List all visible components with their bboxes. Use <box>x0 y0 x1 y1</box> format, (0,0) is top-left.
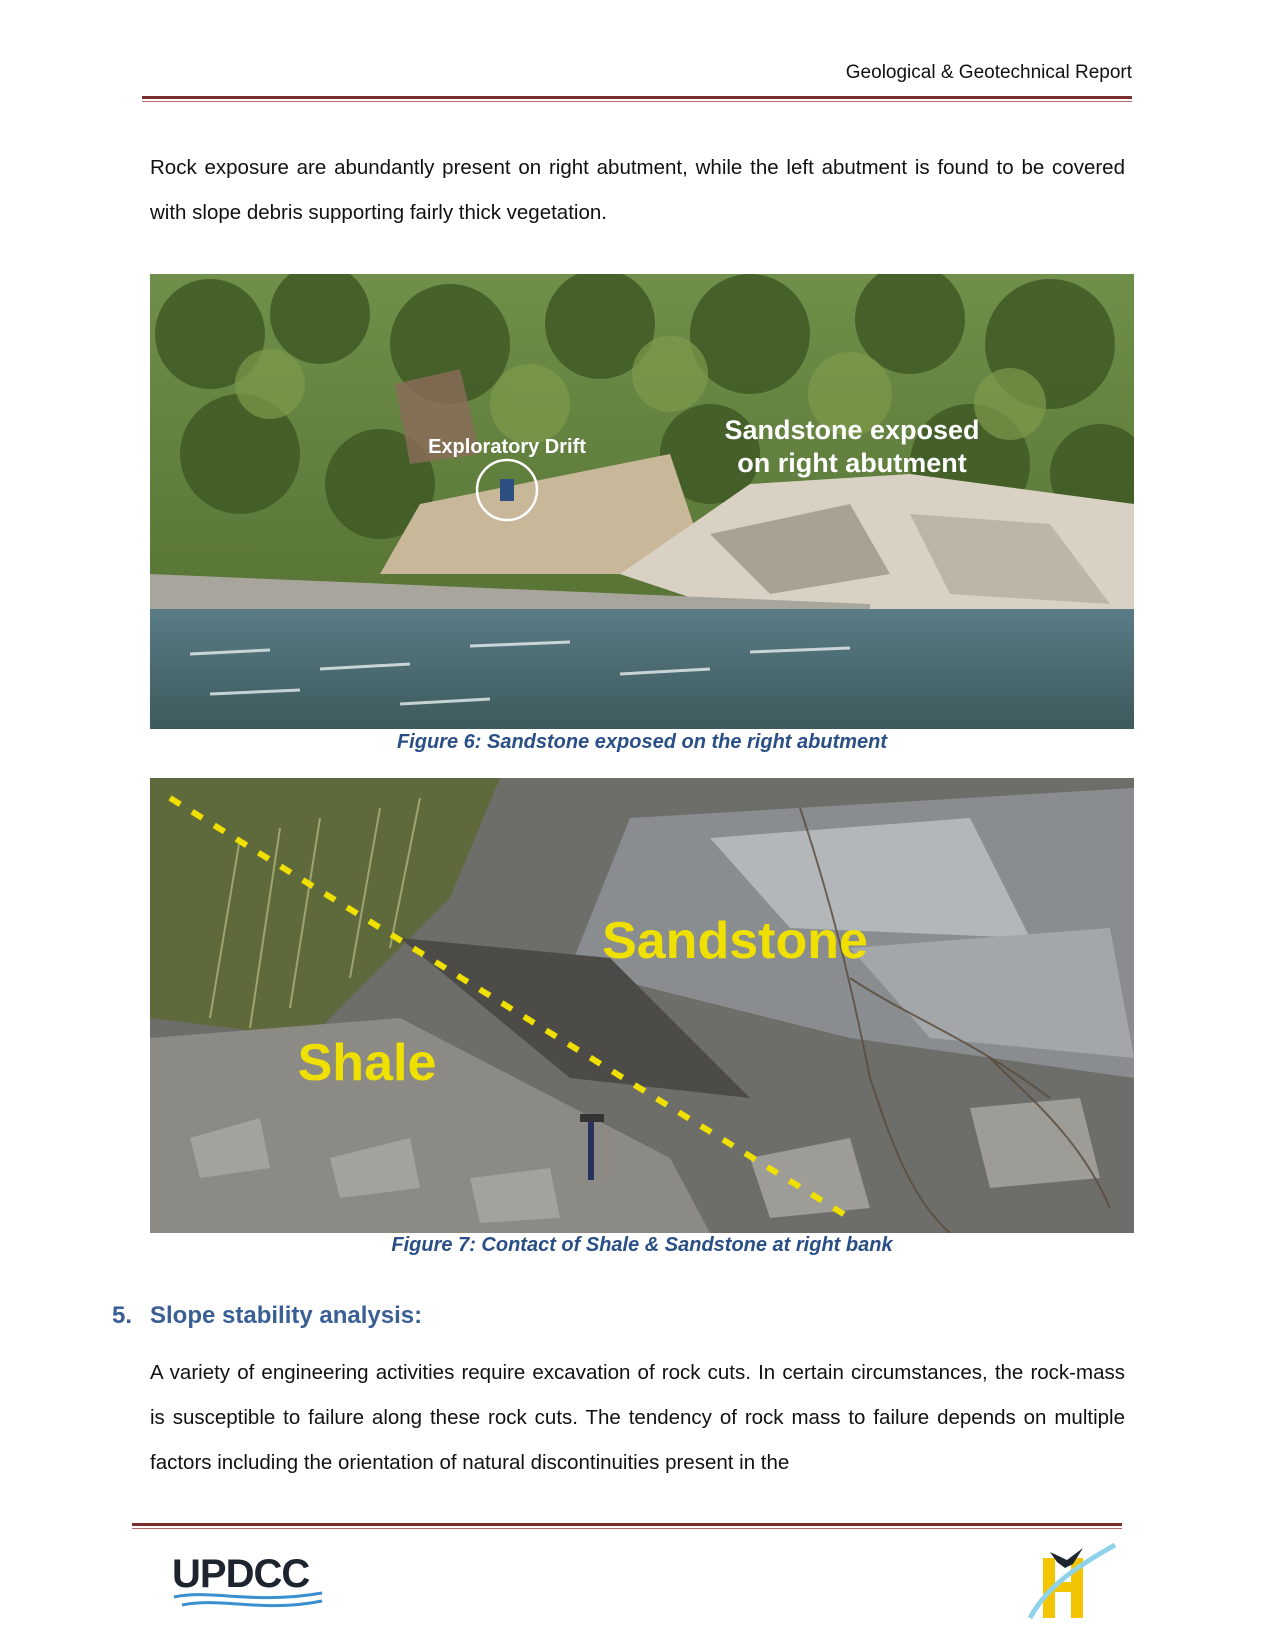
section-number: 5. <box>112 1302 133 1329</box>
figure-6-photo <box>150 274 1134 729</box>
updcc-logo <box>172 1545 332 1615</box>
footer-divider <box>132 1523 1122 1529</box>
header-divider <box>142 96 1132 102</box>
label-sandstone-exposed-line2: on right abutment <box>737 448 967 478</box>
label-shale: Shale <box>297 1034 437 1092</box>
label-exploratory-drift: Exploratory Drift <box>428 436 586 458</box>
report-header-title: Geological & Geotechnical Report <box>845 62 1132 83</box>
figure-6-caption: Figure 6: Sandstone exposed on the right abutment <box>396 731 888 753</box>
section-5-paragraph: A variety of engineering activities require excavation of rock cuts. In certain circumstances, the rock-mass is susceptible to failure along these rock cuts. The tendency of rock mass to failure depends on multiple factors including the orientation of natural discontinuities present in the <box>150 1361 1125 1474</box>
label-sandstone: Sandstone <box>602 912 868 970</box>
section-5-heading <box>112 1302 422 1330</box>
section-title: Slope stability analysis: <box>150 1302 423 1329</box>
label-sandstone-exposed-line1: Sandstone exposed <box>724 415 980 445</box>
intro-paragraph: Rock exposure are abundantly present on right abutment, while the left abutment is found to be covered with slope debris supporting fairly thick vegetation. <box>150 156 1125 224</box>
updcc-logo-text: UPDCC <box>172 1552 310 1596</box>
company-logo <box>1025 1540 1120 1620</box>
figure-7-caption: Figure 7: Contact of Shale & Sandstone at right bank <box>391 1234 893 1256</box>
figure-7-photo <box>150 778 1134 1233</box>
